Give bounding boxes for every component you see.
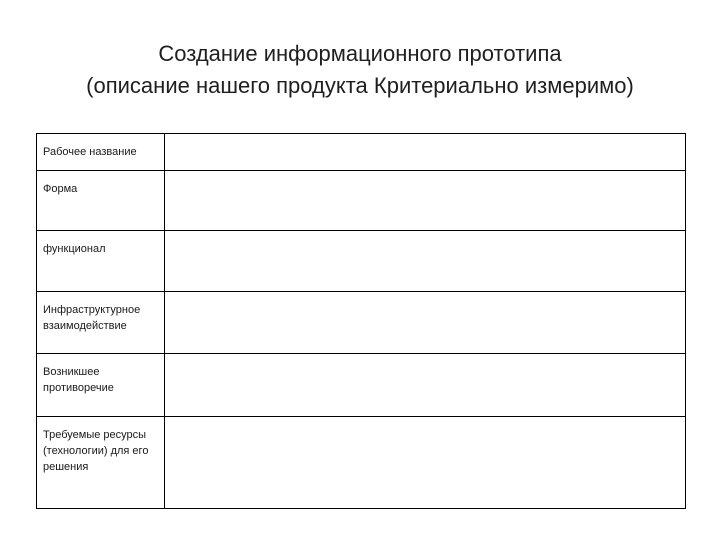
row-label-functionality: функционал xyxy=(37,231,165,292)
table-row xyxy=(37,171,686,231)
table-row xyxy=(37,417,686,509)
row-label-infrastructure: Инфраструктурное взаимодействие xyxy=(37,292,165,354)
row-label-resources: Требуемые ресурсы (технологии) для его решения xyxy=(37,417,165,509)
row-value-resources[interactable] xyxy=(165,417,686,509)
row-value-form[interactable] xyxy=(165,171,686,231)
row-value-infrastructure[interactable] xyxy=(165,292,686,354)
page-title xyxy=(0,38,720,102)
title-line-1: Создание информационного прототипа xyxy=(158,41,562,66)
row-value-contradiction[interactable] xyxy=(165,354,686,417)
table-row xyxy=(37,231,686,292)
table-row xyxy=(37,292,686,354)
title-line-2: (описание нашего продукта Критериально измеримо) xyxy=(86,73,634,98)
row-label-contradiction: Возникшее противоречие xyxy=(37,354,165,417)
row-value-working-name[interactable] xyxy=(165,134,686,171)
row-label-working-name: Рабочее название xyxy=(37,134,165,171)
table-row xyxy=(37,354,686,417)
table-row xyxy=(37,134,686,171)
row-value-functionality[interactable] xyxy=(165,231,686,292)
prototype-table xyxy=(36,133,686,509)
row-label-form: Форма xyxy=(37,171,165,231)
